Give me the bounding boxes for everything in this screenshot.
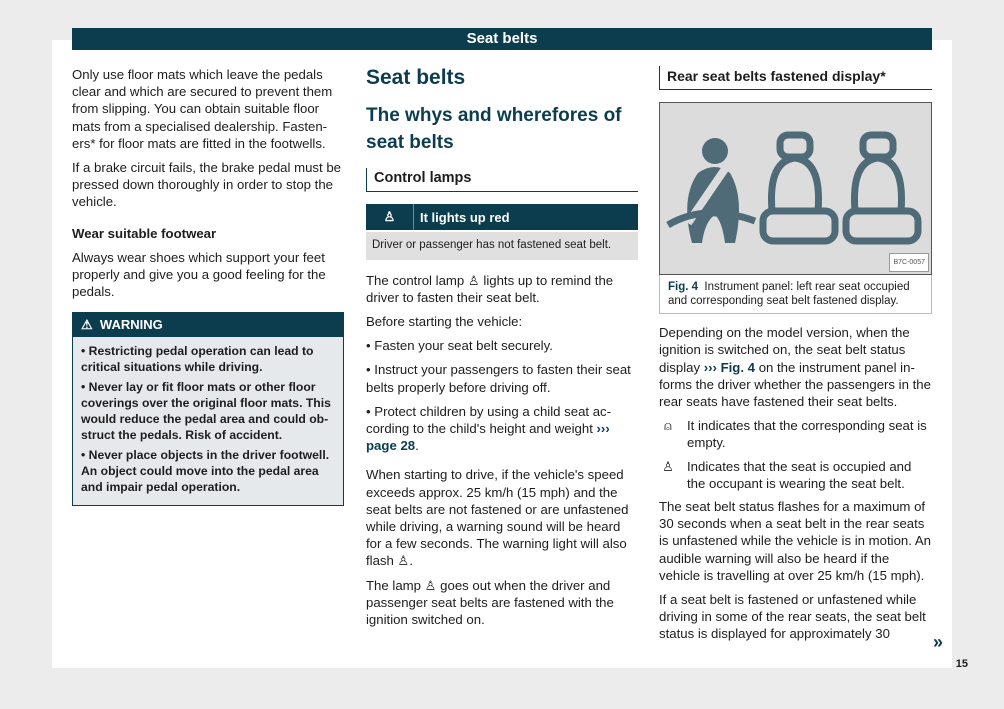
bullet-item: • Protect children by using a child seat ac-cording to the child's height and weight ››› page 28. [366,403,612,454]
seat-display-illustration [660,103,931,274]
paragraph: Depending on the model version, when the ignition is switched on, the seat belt status display ››› Fig. 4 on the instrument panel in-forms the driver whether the passengers in the rear seats have fastened their seat belts. [659,325,931,410]
paragraph: The lamp ♙ goes out when the driver and passenger seat belts are fastened with the ignition switched on. [366,577,614,628]
control-lamps-heading: Control lamps [366,168,638,192]
seatbelt-icon: ♙ [467,272,480,288]
bullet-item: • Instruct your passengers to fasten their seat belts properly before driving off. [366,362,631,395]
paragraph: Only use floor mats which leave the pedals clear and which are secured to prevent them from slipping. You can obtain suitable floor mats from a specialised dealership. Fasten-ers* for floor mats are fitted in the footwells. [72,67,333,151]
figure-reference-link[interactable]: ››› Fig. 4 [703,359,756,375]
warning-item: • Restricting pedal operation can lead to critical situations while driving. [81,343,314,374]
warning-header [73,313,343,336]
legend-item: ⍝ It indicates that the corresponding seat is empty. [659,417,932,451]
paragraph: When starting to drive, if the vehicle's speed exceeds approx. 25 km/h (15 mph) and the seat belts are not fastened or are unfastened while driving, a warning sound will be heard for a few seconds. The warning light will also flash ♙. [366,467,629,569]
seatbelt-icon: ♙ [397,553,410,569]
page-number: 15 [955,658,968,670]
page-reference-link[interactable]: ››› page 28 [366,421,610,454]
paragraph: If a seat belt is fastened or unfastened while driving in some of the rear seats, the seat belt status is displayed for approximately 30 [659,592,926,642]
lamp-description: Driver or passenger has not fastened seat belt. [366,232,638,259]
section-title: Seat belts [366,66,466,89]
continued-marker: » [933,632,944,652]
paragraph: Before starting the vehicle: [366,314,523,330]
warning-box [72,312,344,505]
paragraph: Always wear shoes which support your feet properly and give you a good feeling for the pedals. [72,249,326,300]
warning-icon: ⚠ [81,317,93,333]
warning-item: • Never place objects in the driver footwell. An object could move into the pedal area and impair pedal operation. [81,447,330,494]
subheading: Wear suitable footwear [72,225,217,241]
subsection-title: The whys and wherefores of seat belts [366,105,622,154]
empty-seat-icon [763,135,918,241]
figure-seatbelt-display [659,102,932,275]
warning-item: • Never lay or fit floor mats or other floor coverings over the original floor mats. This would reduce the pedal area and could ob-struct the pedals. Risk of accident. [81,379,331,442]
paragraph: If a brake circuit fails, the brake pedal must be pressed down thoroughly in order to stop the vehicle. [72,160,342,210]
seatbelt-warning-icon: ♙ [366,204,414,230]
page-header: Seat belts [72,28,932,50]
rear-seatbelt-heading: Rear seat belts fastened display* [659,66,932,90]
paragraph: The seat belt status flashes for a maximum of 30 seconds when a seat belt in the rear seats is unfastened while the vehicle is in motion. An audible warning will also be heard if the vehicle is travelling at over 25 km/h (15 mph). [659,499,931,583]
warning-title: WARNING [99,317,163,333]
lamp-label: It lights up red [420,209,510,225]
lamp-table-header [366,204,638,230]
paragraph: The control lamp ♙ lights up to remind the driver to fasten their seat belt. [366,272,614,305]
seatbelt-icon: ♙ [424,577,437,593]
seatbelt-icon: ♙ [662,458,674,474]
column-2 [366,66,638,635]
legend-item: ♙ Indicates that the seat is occupied and the occupant is wearing the seat belt. [659,458,932,492]
figure-caption: Fig. 4 Instrument panel: left rear seat occupied and corresponding seat belt fastened display. [659,275,932,314]
empty-seat-icon: ⍝ [664,418,672,434]
figure-id: B7C-0057 [889,253,929,272]
column-3 [659,66,932,650]
bullet-item: • Fasten your seat belt securely. [366,338,553,354]
column-1 [72,66,344,506]
